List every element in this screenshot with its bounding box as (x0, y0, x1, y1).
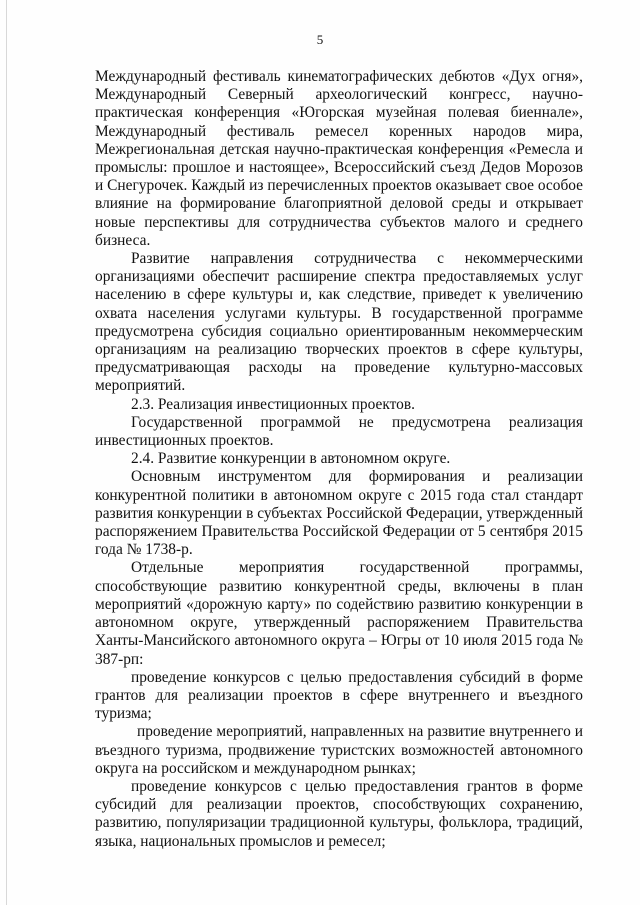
paragraph-events-list: Международный фестиваль кинематографических дебютов «Дух огня», Международный Северный археологический конгресс, научно-практическая конференция «Югорская музейная полевая биеннале», Международный фестиваль ремесел коренных народов мира, Межрегиональная детская научно-практическая конференция «Ремесла и промыслы: прошлое и настоящее», Всероссийский съезд Дедов Морозов и Снегурочек. Каждый из перечисленных проектов оказывает свое особое влияние на формирование благоприятной деловой среды и открывает новые перспективы для сотрудничества субъектов малого и среднего бизнеса. (95, 68, 583, 249)
paragraph-no-investment: Государственной программой не предусмотрена реализация инвестиционных проектов. (95, 413, 583, 450)
page-edge-line (6, 0, 7, 905)
list-item-culture-grants: проведение конкурсов с целью предоставления грантов в форме субсидий для реализации проектов, способствующих сохранению, развитию, популяризации традиционной культуры, фольклора, традиций, языка, национальных промыслов и ремесел; (95, 777, 583, 850)
list-item-tourism-grants: проведение конкурсов с целью предоставления субсидий в форме грантов для реализации проектов в сфере внутреннего и въездного туризма; (95, 668, 583, 723)
paragraph-competition-standard: Основным инструментом для формирования и реализации конкурентной политики в автономном округе с 2015 года стал стандарт развития конкуренции в субъектах Российской Федерации, утвержденный распоряжением Правительства Российской Федерации от 5 сентября 2015 года № 1738-р. (95, 468, 583, 559)
document-body (95, 68, 583, 851)
page-number: 5 (316, 32, 324, 47)
section-heading-2-4: 2.4. Развитие конкуренции в автономном округе. (131, 450, 451, 468)
paragraph-nko-cooperation: Развитие направления сотрудничества с некоммерческими организациями обеспечит расширение спектра предоставляемых услуг населению в сфере культуры и, как следствие, приведет к увеличению охвата населения услугами культуры. В государственной программе предусмотрена субсидия социально ориентированным некоммерческим организациям на реализацию творческих проектов в сфере культуры, предусматривающая расходы на проведение культурно-массовых мероприятий. (95, 250, 583, 395)
section-heading-2-3: 2.3. Реализация инвестиционных проектов. (131, 395, 415, 413)
list-item-tourism-events: проведение мероприятий, направленных на развитие внутреннего и въездного туризма, продвижение туристских возможностей автономного округа на российском и международном рынках; (95, 723, 583, 777)
paragraph-roadmap: Отдельные мероприятия государственной программы, способствующие развитию конкурентной среды, включены в план мероприятий «дорожную карту» по содействию развитию конкуренции в автономном округе, утвержденный распоряжением Правительства Ханты-Мансийского автономного округа – Югры от 10 июля 2015 года № 387-рп: (95, 559, 583, 668)
